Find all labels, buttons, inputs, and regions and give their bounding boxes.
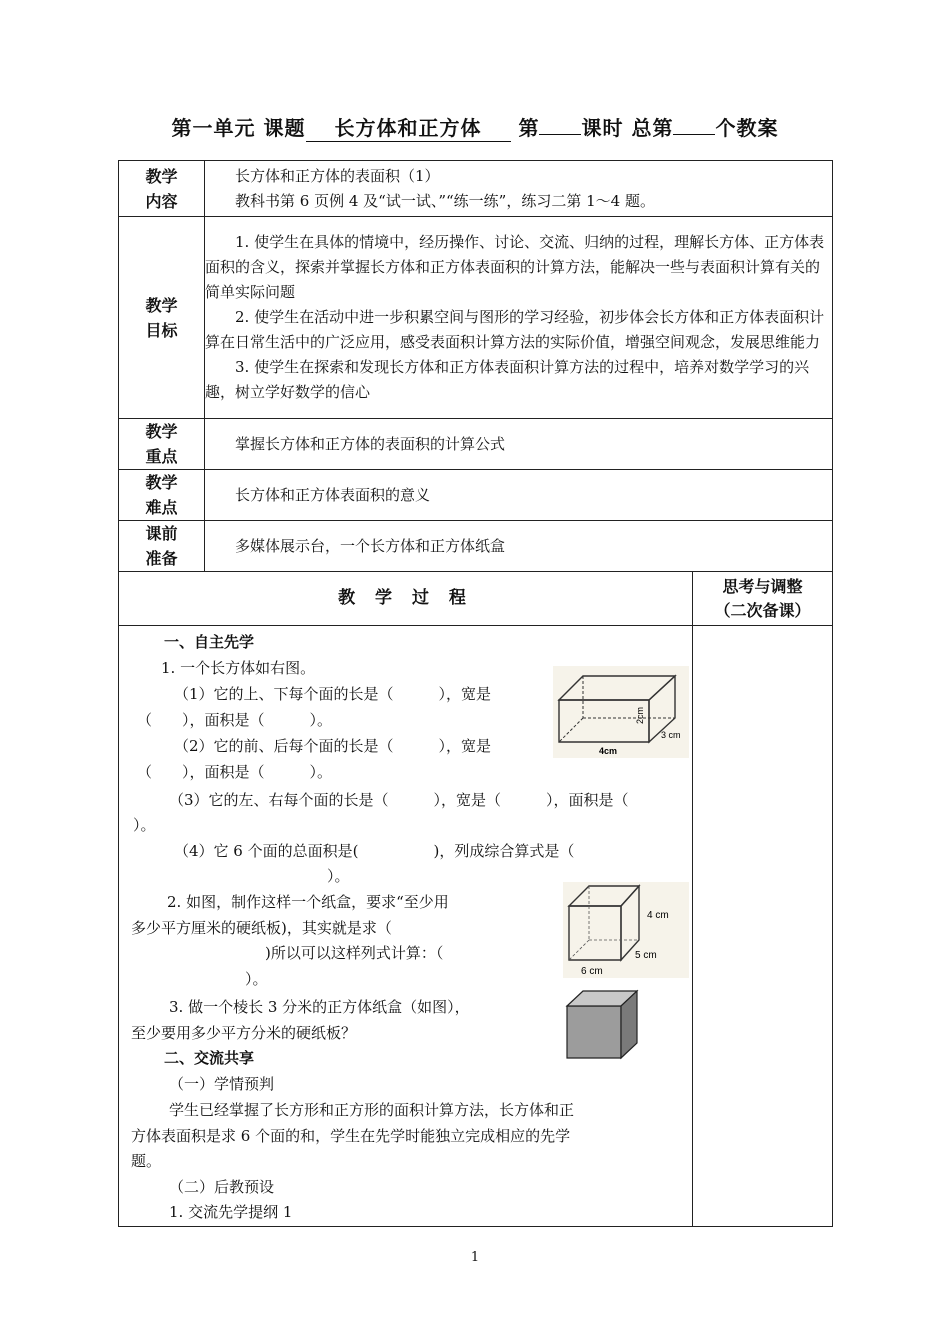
process-title: 教 学 过 程 (119, 572, 693, 626)
box-height-label: 4 cm (647, 910, 669, 921)
q2-line-3: )所以可以这样列式计算：（ (265, 944, 444, 962)
topic-value: 长方体和正方体 (306, 112, 511, 142)
goal-2: 2. 使学生在活动中进一步积累空间与图形的学习经验，初步体会长方体和正方体表面积计算在日常生活中的广泛应用，感受表面积计算方法的实际价值，增强空间观念，发展思维能力 (205, 308, 825, 351)
page-number: 1 (470, 1250, 480, 1265)
lesson-plan-table (118, 160, 833, 1227)
q1-2-cont: （ ），面积是（ ）。 (137, 763, 333, 781)
key-cell: 掌握长方体和正方体的表面积的计算公式 (205, 419, 833, 470)
content-line-1: 长方体和正方体的表面积（1） (235, 166, 440, 185)
label-goals: 教学 目标 (119, 217, 205, 419)
para-1: 学生已经掌握了长方形和正方形的面积计算方法，长方体和正 (169, 1101, 575, 1119)
row-process-body (119, 626, 833, 1227)
subsection-1: （一）学情预判 (169, 1075, 275, 1093)
item-1: 1. 交流先学提纲 1 (169, 1203, 293, 1221)
content-cell (205, 161, 833, 217)
total-blank (673, 134, 715, 135)
prep-cell: 多媒体展示台，一个长方体和正方体纸盒 (205, 521, 833, 572)
q1-intro: 1. 一个长方体如右图。 (161, 659, 316, 677)
cuboid-height-label: 2cm (635, 706, 645, 724)
box-width-label: 5 cm (635, 950, 657, 961)
section-1-heading: 一、自主先学 (164, 633, 255, 651)
section-2-heading: 二、交流共享 (164, 1049, 255, 1067)
lesson-blank (539, 134, 581, 135)
cuboid-width-label: 3 cm (661, 730, 681, 740)
q1-3: （3）它的左、右每个面的长是（ ），宽是（ ），面积是（ (169, 791, 629, 809)
q1-1: （1）它的上、下每个面的长是（ ），宽是 (174, 685, 492, 703)
label-prep: 课前 准备 (119, 521, 205, 572)
q1-3-cont: ）。 (133, 816, 156, 834)
q2-line-1: 2. 如图，制作这样一个纸盒，要求“至少用 (167, 893, 449, 911)
row-key (119, 419, 833, 470)
think-header: 思考与调整 （二次备课） (693, 572, 833, 626)
label-difficulty: 教学 难点 (119, 470, 205, 521)
row-goals (119, 217, 833, 419)
lesson-prefix: 第 (518, 116, 540, 140)
cuboid-length-label: 4cm (599, 746, 618, 756)
total-suffix: 个教案 (715, 116, 779, 140)
subsection-2: （二）后教预设 (169, 1178, 275, 1196)
q1-1-cont: （ ），面积是（ ）。 (137, 711, 333, 729)
row-prep (119, 521, 833, 572)
goal-3: 3. 使学生在探索和发现长方体和正方体表面积计算方法的过程中，培养对数学学习的兴趣，树立学好数学的信心 (205, 358, 810, 401)
q1-4: （4）它 6 个面的总面积是( )，列成综合算式是（ (174, 842, 575, 860)
total-prefix: 总第 (631, 116, 674, 140)
row-process-header (119, 572, 833, 626)
difficulty-cell: 长方体和正方体表面积的意义 (205, 470, 833, 521)
q1-2: （2）它的前、后每个面的长是（ ），宽是 (174, 737, 492, 755)
cuboid-figure (553, 666, 689, 758)
box-figure (563, 882, 689, 978)
goals-cell (205, 217, 833, 419)
page-title (0, 112, 950, 142)
cube-figure (563, 988, 639, 1062)
q3-line-1: 3. 做一个棱长 3 分米的正方体纸盒（如图）， (169, 998, 470, 1016)
label-content: 教学 内容 (119, 161, 205, 217)
row-difficulty (119, 470, 833, 521)
box-length-label: 6 cm (581, 966, 603, 977)
goal-1: 1. 使学生在具体的情境中，经历操作、讨论、交流、归纳的过程，理解长方体、正方体表面积的含义，探索并掌握长方体和正方体表面积的计算方法，能解决一些与表面积计算有关的简单实际问题 (205, 233, 825, 301)
lesson-suffix: 课时 (581, 116, 624, 140)
think-column (693, 626, 833, 1227)
q2-line-4: ）。 (245, 970, 268, 988)
q3-line-2: 至少要用多少平方分米的硬纸板？ (131, 1024, 357, 1042)
topic-label: 课题 (263, 116, 306, 140)
unit-label: 第一单元 (171, 116, 256, 140)
q1-4-cont: ）。 (327, 867, 350, 885)
row-content (119, 161, 833, 217)
para-3: 题。 (131, 1152, 162, 1170)
label-key: 教学 重点 (119, 419, 205, 470)
content-line-2: 教科书第 6 页例 4 及“试一试、”“练一练”，练习二第 1～4 题。 (235, 191, 655, 210)
para-2: 方体表面积是求 6 个面的和，学生在先学时能独立完成相应的先学 (131, 1127, 571, 1145)
q2-line-2: 多少平方厘米的硬纸板)，其实就是求（ (131, 919, 392, 937)
process-body (119, 626, 693, 1227)
